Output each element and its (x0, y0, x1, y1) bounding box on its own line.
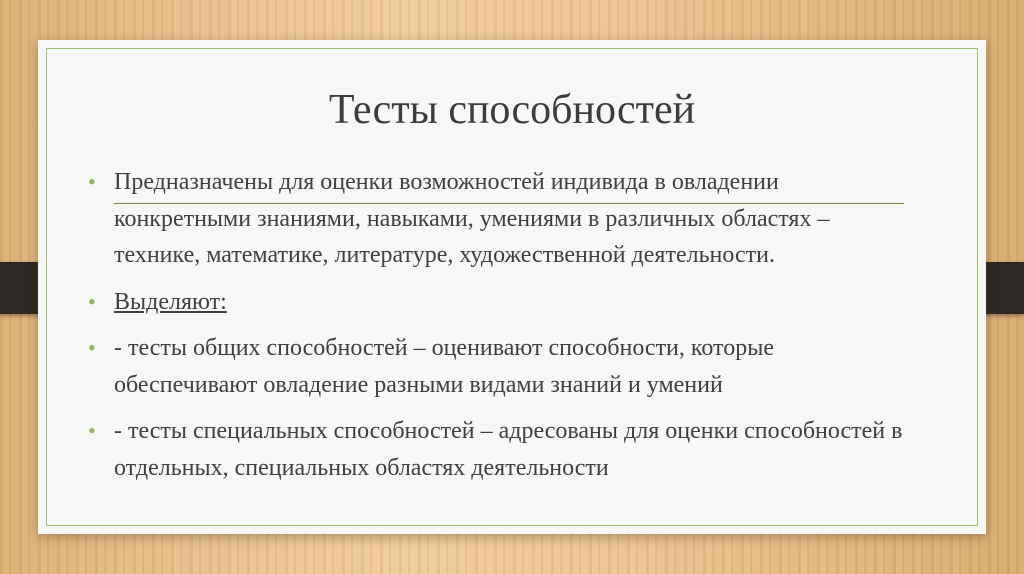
bullet-text: Выделяют: (114, 288, 227, 315)
list-item (88, 164, 918, 274)
list-item (88, 330, 918, 403)
bullet-icon: • (88, 169, 96, 194)
bullet-icon: • (88, 418, 96, 443)
slide-card (38, 40, 986, 534)
bullet-text: - тесты общих способностей – оценивают способности, которые обеспечивают овладение разными видами знаний и умений (114, 335, 774, 398)
bullet-icon: • (88, 335, 96, 360)
bullet-text: Предназначены для оценки возможностей индивида в овладении конкретными знаниями, навыками, умениями в различных областях – технике, математике, литературе, художественной деятельности. (114, 169, 830, 268)
bullet-icon: • (88, 288, 96, 314)
list-item (88, 284, 918, 321)
slide-title: Тесты способностей (328, 87, 696, 133)
bullet-list (88, 164, 918, 486)
list-item (88, 413, 918, 486)
bullet-text: - тесты специальных способностей – адресованы для оценки способностей в отдельных, специальных областях деятельности (114, 418, 903, 481)
